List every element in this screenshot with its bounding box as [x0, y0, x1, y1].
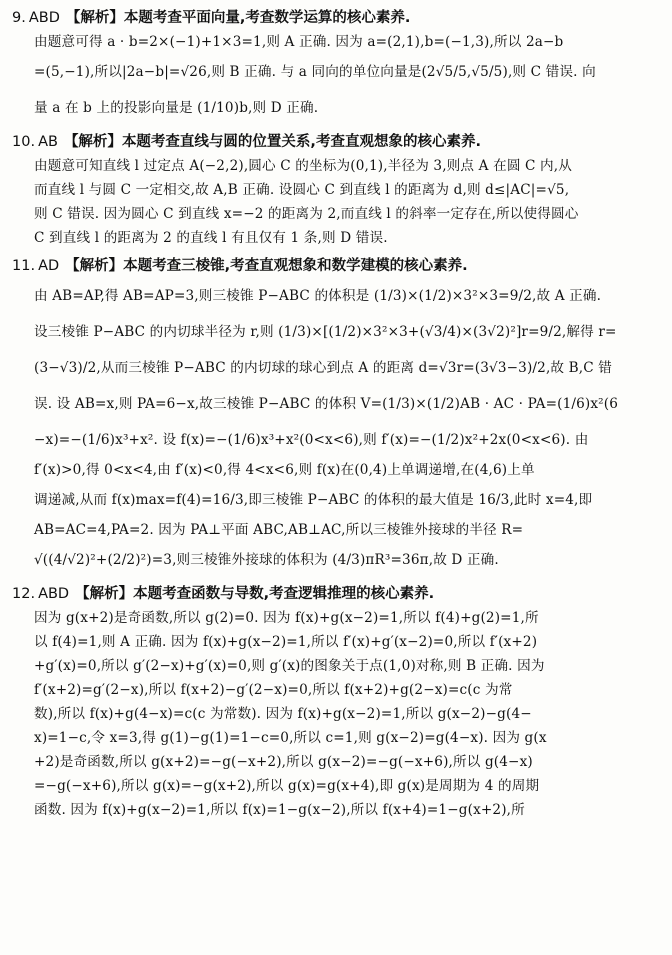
- solution-line: −x)=−(1/6)x³+x². 设 f(x)=−(1/6)x³+x²(0<x<6),则 f′(x)=−(1/2)x²+2x(0<x<6). 由: [34, 432, 589, 448]
- solution-line: =(5,−1),所以|2a−b|=√26,则 B 正确. 与 a 同向的单位向量是(2√5/5,√5/5),则 C 错误. 向: [34, 64, 596, 80]
- solution-item: [12, 582, 658, 822]
- analysis-tag: 【解析】: [75, 586, 134, 602]
- solution-line: 由题意可得 a · b=2×(−1)+1×3=1,则 A 正确. 因为 a=(2,1),b=(−1,3),所以 2a−b: [34, 34, 564, 50]
- solution-line: AB=AC=4,PA=2. 因为 PA⊥平面 ABC,AB⊥AC,所以三棱锥外接球的半径 R=: [34, 522, 524, 538]
- answer-key: AD: [38, 258, 60, 274]
- solution-line: √((4/√2)²+(2/2)²)=3,则三棱锥外接球的体积为 (4/3)πR³=36π,故 D 正确.: [34, 552, 499, 568]
- solution-line: C 到直线 l 的距离为 2 的直线 l 有且仅有 1 条,则 D 错误.: [34, 230, 388, 246]
- analysis-summary: 本题考查平面向量,考查数学运算的核心素养.: [123, 10, 411, 26]
- analysis-tag: 【解析】: [65, 258, 124, 274]
- answer-key: AB: [38, 134, 58, 150]
- solution-line: f′(x+2)=g′(2−x),所以 f(x+2)−g′(2−x)=0,所以 f(x+2)+g(2−x)=c(c 为常: [34, 682, 513, 698]
- solution-item: [12, 130, 658, 250]
- solution-header: [12, 6, 658, 30]
- question-number: 9.: [12, 10, 26, 26]
- analysis-summary: 本题考查直线与圆的位置关系,考查直观想象的核心素养.: [121, 134, 481, 150]
- solution-header: [12, 582, 658, 606]
- solution-line: f′(x)>0,得 0<x<4,由 f′(x)<0,得 4<x<6,则 f(x)在(0,4)上单调递增,在(4,6)上单: [34, 462, 535, 478]
- analysis-summary: 本题考查函数与导数,考查逻辑推理的核心素养.: [133, 586, 435, 602]
- analysis-tag: 【解析】: [65, 10, 124, 26]
- question-number: 11.: [12, 258, 36, 274]
- solution-item: [12, 254, 658, 578]
- solution-line: 由题意可知直线 l 过定点 A(−2,2),圆心 C 的坐标为(0,1),半径为 3,则点 A 在圆 C 内,从: [34, 158, 573, 174]
- question-number: 10.: [12, 134, 36, 150]
- solution-item: [12, 6, 658, 126]
- solution-line: 设三棱锥 P−ABC 的内切球半径为 r,则 (1/3)×[(1/2)×3²×3+(√3/4)×(3√2)²]r=9/2,解得 r=: [34, 324, 617, 340]
- solution-line: 以 f(4)=1,则 A 正确. 因为 f(x)+g(x−2)=1,所以 f′(x)+g′(x−2)=0,所以 f′(x+2): [34, 634, 538, 650]
- analysis-summary: 本题考查三棱锥,考查直观想象和数学建模的核心素养.: [123, 258, 468, 274]
- question-number: 12.: [12, 586, 36, 602]
- solution-line: 调递减,从而 f(x)max=f(4)=16/3,即三棱锥 P−ABC 的体积的最大值是 16/3,此时 x=4,即: [34, 492, 593, 508]
- answer-key: ABD: [28, 10, 60, 26]
- answer-key: ABD: [38, 586, 70, 602]
- solution-line: 则 C 错误. 因为圆心 C 到直线 x=−2 的距离为 2,而直线 l 的斜率一定存在,所以使得圆心: [34, 206, 579, 222]
- solution-line: 而直线 l 与圆 C 一定相交,故 A,B 正确. 设圆心 C 到直线 l 的距离为 d,则 d≤|AC|=√5,: [34, 182, 570, 198]
- solution-line: 因为 g(x+2)是奇函数,所以 g(2)=0. 因为 f(x)+g(x−2)=1,所以 f(4)+g(2)=1,所: [34, 610, 539, 626]
- solution-line: +g′(x)=0,所以 g′(2−x)+g′(x)=0,则 g′(x)的图象关于点(1,0)对称,则 B 正确. 因为: [34, 658, 545, 674]
- solution-header: [12, 130, 658, 154]
- solution-line: =−g(−x+6),所以 g(x)=−g(x+2),所以 g(x)=g(x+4),即 g(x)是周期为 4 的周期: [34, 778, 540, 794]
- solution-header: [12, 254, 658, 278]
- analysis-tag: 【解析】: [63, 134, 122, 150]
- solution-line: 量 a 在 b 上的投影向量是 (1/10)b,则 D 正确.: [34, 100, 319, 116]
- solution-line: 误. 设 AB=x,则 PA=6−x,故三棱锥 P−ABC 的体积 V=(1/3)×(1/2)AB · AC · PA=(1/6)x²(6: [34, 396, 619, 412]
- solution-line: (3−√3)/2,从而三棱锥 P−ABC 的内切球的球心到点 A 的距离 d=√3r=(3√3−3)/2,故 B,C 错: [34, 360, 613, 376]
- solution-line: x)=1−c,令 x=3,得 g(1)−g(1)=1−c=0,所以 c=1,则 g(x−2)=g(4−x). 因为 g(x: [34, 730, 547, 746]
- solution-line: +2)是奇函数,所以 g(x+2)=−g(−x+2),所以 g(x−2)=−g(−x+6),所以 g(4−x): [34, 754, 533, 770]
- solution-line: 由 AB=AP,得 AB=AP=3,则三棱锥 P−ABC 的体积是 (1/3)×(1/2)×3²×3=9/2,故 A 正确.: [34, 288, 602, 304]
- solution-line: 函数. 因为 f(x)+g(x−2)=1,所以 f(x)=1−g(x−2),所以 f(x+4)=1−g(x+2),所: [34, 802, 525, 818]
- solution-line: 数),所以 f(x)+g(4−x)=c(c 为常数). 因为 f(x)+g(x−2)=1,所以 g(x−2)−g(4−: [34, 706, 532, 722]
- solution-list: [12, 6, 658, 822]
